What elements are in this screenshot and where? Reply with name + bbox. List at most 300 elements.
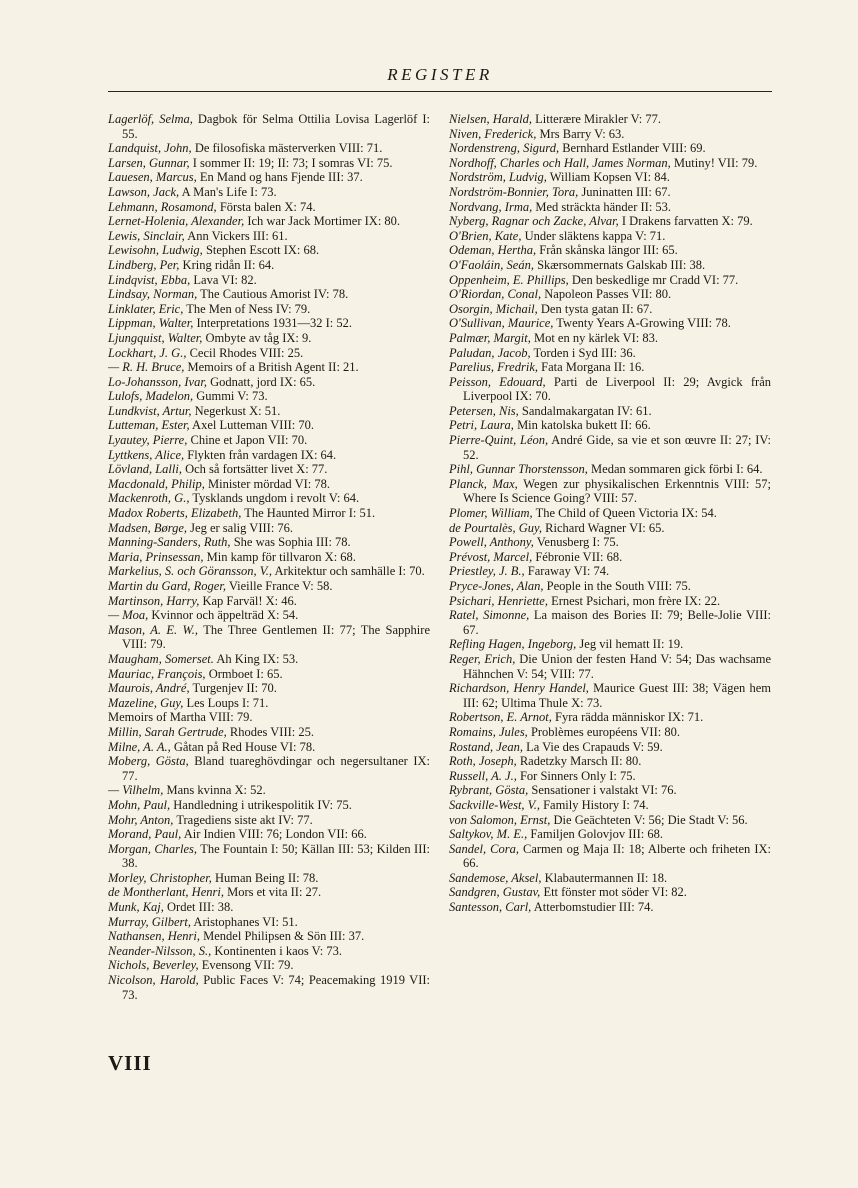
entry-works: Kvinnor och äppelträd X: 54.: [151, 608, 299, 623]
entry-author: Lockhart, J. G.,: [108, 345, 187, 360]
entry-author: Lehmann, Rosamond,: [108, 199, 217, 214]
entry-author: Psichari, Henriette,: [449, 593, 548, 608]
page-number: VIII: [108, 1051, 152, 1075]
register-entry: [108, 710, 430, 725]
register-entry: [108, 462, 430, 477]
register-entry: [108, 331, 430, 346]
entry-works: Family History I: 74.: [543, 797, 649, 812]
entry-works: Turgenjev II: 70.: [192, 681, 277, 696]
register-entry: [449, 477, 771, 506]
entry-author: Plomer, William,: [449, 506, 533, 521]
register-entry: [108, 214, 430, 229]
entry-author: Nordström, Ludvig,: [449, 170, 547, 185]
register-entry: [108, 929, 430, 944]
register-entry: [108, 521, 430, 536]
entry-works: Maurice Guest III: 38; Vägen hem III: 62; Ultima Thule X: 73.: [463, 681, 771, 710]
register-entry: [108, 564, 430, 579]
register-entry: [449, 798, 771, 813]
register-entry: [108, 258, 430, 273]
entry-author: Lyttkens, Alice,: [108, 447, 185, 462]
entry-author: Lo-Johansson, Ivar,: [108, 374, 207, 389]
entry-author: Nyberg, Ragnar och Zacke, Alvar,: [449, 214, 619, 229]
entry-author: Nathansen, Henri,: [108, 929, 201, 944]
entry-works: Jeg vil hematt II: 19.: [579, 637, 684, 652]
register-entry: [449, 594, 771, 609]
register-entry: [108, 681, 430, 696]
entry-author: Sackville-West, V.,: [449, 797, 540, 812]
entry-works: Problèmes européens VII: 80.: [530, 724, 680, 739]
register-entry: [108, 958, 430, 973]
entry-author: Macdonald, Philip,: [108, 476, 205, 491]
entry-works: Gåtan på Red House VI: 78.: [173, 739, 316, 754]
entry-works: The Cautious Amorist IV: 78.: [200, 287, 349, 302]
entry-author: Nielsen, Harald,: [449, 112, 532, 126]
entry-author: de Montherlant, Henri,: [108, 885, 224, 900]
entry-author: Lutteman, Ester,: [108, 418, 190, 433]
register-entry: [108, 491, 430, 506]
entry-works: Mans kvinna X: 52.: [166, 783, 266, 798]
register-entry: [108, 418, 430, 433]
entry-works: Cecil Rhodes VIII: 25.: [189, 345, 304, 360]
register-entry: [449, 170, 771, 185]
entry-author: Maugham, Somerset.: [108, 651, 214, 666]
entry-works: Die Geächteten V: 56; Die Stadt V: 56.: [553, 812, 748, 827]
entry-works: Sandalmakargatan IV: 61.: [521, 403, 652, 418]
entry-author: Madsen, Børge,: [108, 520, 188, 535]
entry-works: For Sinners Only I: 75.: [519, 768, 636, 783]
entry-works: Och så fortsätter livet X: 77.: [185, 462, 328, 477]
entry-works: Min katolska bukett II: 66.: [517, 418, 651, 433]
entry-author: Milne, A. A.,: [108, 739, 171, 754]
entry-author: Sandel, Cora,: [449, 841, 519, 856]
entry-works: Ann Vickers III: 61.: [187, 228, 288, 243]
entry-works: Les Loups I: 71.: [186, 695, 269, 710]
entry-works: Negerkust X: 51.: [194, 403, 281, 418]
entry-author: Mohr, Anton,: [108, 812, 174, 827]
entry-works: Klabautermannen II: 18.: [544, 870, 668, 885]
entry-author: Lernet-Holenia, Alexander,: [108, 214, 245, 229]
entry-works: Venusberg I: 75.: [536, 535, 619, 550]
entry-works: Flykten från vardagen IX: 64.: [187, 447, 337, 462]
register-entry: [449, 346, 771, 361]
entry-works: Die Union der festen Hand V: 54; Das wachsame Hähnchen V: 54; VIII: 77.: [463, 651, 772, 681]
entry-author: Markelius, S. och Göransson, V.,: [108, 564, 273, 579]
entry-works: The Child of Queen Victoria IX: 54.: [535, 506, 717, 521]
entry-author: Lindsay, Norman,: [108, 287, 198, 302]
right-column: [449, 112, 771, 915]
register-entry: [108, 944, 430, 959]
entry-works: En Mand og hans Fjende III: 37.: [199, 170, 363, 185]
entry-author: Pierre-Quint, Léon,: [449, 433, 549, 448]
entry-works: Handledning i utrikespolitik IV: 75.: [173, 797, 352, 812]
entry-author: Lauesen, Marcus,: [108, 170, 197, 185]
register-entry: [108, 608, 430, 623]
entry-author: Robertson, E. Arnot,: [449, 710, 552, 725]
register-entry: [449, 214, 771, 229]
register-entry: [108, 798, 430, 813]
register-entry: [449, 287, 771, 302]
register-entry: [108, 535, 430, 550]
entry-works: The Three Gentlemen II: 77; The Sapphire VIII: 79.: [122, 622, 430, 652]
register-entry: [108, 667, 430, 682]
entry-author: Murray, Gilbert,: [108, 914, 191, 929]
register-entry: [449, 462, 771, 477]
entry-works: Human Being II: 78.: [214, 870, 319, 885]
entry-works: Evensong VII: 79.: [201, 958, 294, 973]
entry-works: Fyra räddа människor IX: 71.: [555, 710, 704, 725]
register-entry: [108, 506, 430, 521]
entry-works: Min kamp för tillvaron X: 68.: [206, 549, 356, 564]
entry-author: Martin du Gard, Roger,: [108, 579, 226, 593]
entry-works: Skærsommernats Galskab III: 38.: [537, 257, 706, 272]
entry-works: Parti de Liverpool II: 29; Avgick från Liverpool IX: 70.: [463, 374, 772, 404]
register-entry: [108, 360, 430, 375]
entry-works: Ett fönster mot söder VI: 82.: [543, 885, 687, 900]
register-entry: [449, 637, 771, 652]
register-entry: [449, 200, 771, 215]
entry-works: Mot en ny kärlek VI: 83.: [533, 330, 659, 345]
entry-works: Ernest Psichari, mon frère IX: 22.: [551, 593, 721, 608]
entry-works: Tragediens siste akt IV: 77.: [176, 812, 313, 827]
entry-works: Ich war Jack Mortimer IX: 80.: [247, 214, 401, 229]
entry-author: Maurois, André,: [108, 681, 190, 696]
register-entry: [449, 579, 771, 594]
register-entry: [449, 813, 771, 828]
register-entry: [108, 550, 430, 565]
register-entry: [108, 200, 430, 215]
entry-author: — Moa,: [108, 608, 149, 623]
entry-works: Public Faces V: 74; Peacemaking 1919 VII: 73.: [122, 973, 430, 1002]
entry-works: De filosofiska mästerverken VIII: 71.: [194, 141, 383, 156]
entry-works: Under släktens kappa V: 71.: [524, 228, 666, 243]
register-entry: [108, 594, 430, 609]
entry-author: Lawson, Jack,: [108, 184, 180, 199]
register-entry: [449, 185, 771, 200]
entry-works: Vieille France V: 58.: [228, 579, 333, 593]
entry-author: O'Riordan, Conal,: [449, 287, 542, 302]
entry-author: Mazeline, Guy,: [108, 695, 184, 710]
register-entry: [108, 783, 430, 798]
register-entry: [108, 112, 430, 141]
entry-author: Millin, Sarah Gertrude,: [108, 724, 227, 739]
entry-works: Kap Farväl! X: 46.: [202, 593, 297, 608]
register-entry: [108, 871, 430, 886]
entry-author: Parelius, Fredrik,: [449, 360, 538, 375]
entry-works: La maison des Bories II: 79; Belle-Jolie VIII: 67.: [463, 608, 771, 637]
entry-works: Ordet III: 38.: [167, 900, 234, 915]
entry-author: Osorgin, Michail,: [449, 301, 538, 316]
entry-author: Landquist, John,: [108, 141, 192, 156]
entry-author: Lippman, Walter,: [108, 316, 194, 331]
entry-works: Wegen zur physikalischen Erkenntnis VIII: 57; Where Is Science Going? VIII: 57.: [463, 476, 771, 506]
entry-works: Faraway VI: 74.: [527, 564, 610, 579]
register-entry: [108, 885, 430, 900]
register-entry: [449, 725, 771, 740]
entry-author: Pryce-Jones, Alan,: [449, 579, 544, 593]
entry-author: Maria, Prinsessan,: [108, 549, 204, 564]
entry-author: Lindqvist, Ebba,: [108, 272, 191, 287]
register-entry: [449, 827, 771, 842]
entry-works: Den tysta gatan II: 67.: [540, 301, 653, 316]
register-entry: [449, 243, 771, 258]
page-header: [108, 64, 772, 92]
entry-author: Priestley, J. B.,: [449, 564, 525, 579]
entry-works: I sommer II: 19; II: 73; I somras VI: 75.: [192, 155, 393, 170]
entry-works: Interpretations 1931—32 I: 52.: [196, 316, 352, 331]
entry-works: Första balen X: 74.: [219, 199, 316, 214]
entry-works: Mutiny! VII: 79.: [673, 155, 758, 170]
entry-works: I Drakens farvatten X: 79.: [621, 214, 753, 229]
entry-works: Med sträckta händer II: 53.: [535, 199, 672, 214]
entry-author: Pihl, Gunnar Thorstensson,: [449, 462, 588, 477]
entry-author: Morand, Paul,: [108, 827, 182, 842]
register-entry: [108, 170, 430, 185]
entry-author: Lövland, Lalli,: [108, 462, 182, 477]
entry-author: Petersen, Nis,: [449, 403, 519, 418]
entry-works: Mrs Barry V: 63.: [539, 126, 625, 141]
entry-works: Från skånska längor III: 65.: [539, 243, 678, 258]
entry-author: Refling Hagen, Ingeborg,: [449, 637, 577, 652]
entry-author: Sandemose, Aksel,: [449, 870, 542, 885]
entry-works: Lava VI: 82.: [193, 272, 257, 287]
entry-author: Lundkvist, Artur,: [108, 403, 192, 418]
entry-works: She was Sophia III: 78.: [233, 535, 351, 550]
entry-works: Bernhard Estlander VIII: 69.: [562, 141, 706, 156]
register-entry: [449, 754, 771, 769]
register-entry: [449, 331, 771, 346]
entry-author: Mauriac, François,: [108, 666, 206, 681]
entry-author: Santesson, Carl,: [449, 900, 532, 915]
entry-works: The Men of Ness IV: 79.: [186, 301, 311, 316]
entry-author: Munk, Kaj,: [108, 900, 164, 915]
register-entry: [449, 112, 771, 127]
entry-author: Lulofs, Madelon,: [108, 389, 194, 404]
entry-author: Lewisohn, Ludwig,: [108, 243, 203, 258]
register-entry: [108, 477, 430, 492]
entry-author: Sandgren, Gustav,: [449, 885, 541, 900]
entry-works: Memoirs of a British Agent II: 21.: [187, 360, 359, 375]
register-entry: [108, 813, 430, 828]
register-entry: [108, 740, 430, 755]
entry-author: Niven, Frederick,: [449, 126, 537, 141]
register-entry: [449, 418, 771, 433]
entry-works: Tysklands ungdom i revolt V: 64.: [192, 491, 360, 506]
entry-works: A Man's Life I: 73.: [181, 184, 277, 199]
entry-works: Familjen Golovjov III: 68.: [530, 827, 663, 842]
entry-works: Den beskedlige mr Cradd VI: 77.: [571, 272, 739, 287]
entry-author: Neander-Nilsson, S.,: [108, 943, 212, 958]
entry-author: Madox Roberts, Elizabeth,: [108, 506, 242, 521]
register-entry: [108, 433, 430, 448]
register-entry: [108, 375, 430, 390]
entry-works: Chine et Japon VII: 70.: [190, 433, 308, 448]
register-entry: [108, 623, 430, 652]
entry-works: Kontinenten i kaos V: 73.: [214, 943, 343, 958]
register-entry: [108, 302, 430, 317]
entry-works: Radetzky Marsch II: 80.: [519, 754, 642, 769]
entry-author: Martinson, Harry,: [108, 593, 200, 608]
entry-works: Mendel Philipsen & Sön III: 37.: [203, 929, 365, 944]
entry-author: Moberg, Gösta,: [108, 754, 189, 769]
register-entry: [449, 535, 771, 550]
entry-author: de Pourtalès, Guy,: [449, 520, 543, 535]
entry-author: Reger, Erich,: [449, 651, 516, 666]
left-column: [108, 112, 430, 1002]
entry-works: Napoleon Passes VII: 80.: [544, 287, 672, 302]
register-entry: [108, 652, 430, 667]
entry-works: Aristophanes VI: 51.: [193, 914, 298, 929]
entry-works: La Vie des Crapauds V: 59.: [526, 739, 663, 754]
entry-works: Juninatten III: 67.: [581, 184, 671, 199]
entry-author: — Vilhelm,: [108, 783, 164, 798]
entry-author: Lindberg, Per,: [108, 257, 180, 272]
entry-author: Nordhoff, Charles och Hall, James Norman,: [449, 155, 671, 170]
entry-author: Lagerlöf, Selma,: [108, 112, 193, 126]
register-entry: [108, 915, 430, 930]
entry-works: Ormboet I: 65.: [208, 666, 283, 681]
register-entry: [449, 506, 771, 521]
register-entry: [108, 243, 430, 258]
entry-author: Nicolson, Harold,: [108, 973, 199, 988]
entry-author: Mackenroth, G.,: [108, 491, 190, 506]
entry-works: Kring ridån II: 64.: [182, 257, 275, 272]
entry-works: Bland tuareghövdingar och negersultaner IX: 77.: [122, 754, 430, 783]
register-entry: [449, 871, 771, 886]
entry-works: People in the South VIII: 75.: [546, 579, 691, 593]
entry-author: Lewis, Sinclair,: [108, 228, 185, 243]
register-entry: [108, 141, 430, 156]
register-entry: [449, 783, 771, 798]
entry-works: Ombyte av tåg IX: 9.: [205, 330, 312, 345]
register-entry: [108, 448, 430, 463]
register-entry: [449, 375, 771, 404]
entry-works: Minister mördad VI: 78.: [208, 476, 330, 491]
entry-author: O'Brien, Kate,: [449, 228, 522, 243]
entry-author: Ljungquist, Walter,: [108, 330, 203, 345]
register-entry: [449, 360, 771, 375]
entry-author: Powell, Anthony,: [449, 535, 534, 550]
register-entry: [449, 127, 771, 142]
entry-author: Nordvang, Irma,: [449, 199, 533, 214]
entry-author: Prévost, Marcel,: [449, 549, 533, 564]
register-entry: [108, 185, 430, 200]
entry-works: Richard Wagner VI: 65.: [545, 520, 665, 535]
entry-works: Air Indien VIII: 76; London VII: 66.: [183, 827, 367, 842]
entry-works: Carmen og Maja II: 18; Alberte och friheten IX: 66.: [463, 841, 771, 871]
register-entry: [108, 287, 430, 302]
entry-author: Mason, A. E. W.,: [108, 622, 199, 637]
entry-works: Dagbok för Selma Ottilia Lovisa Lagerlöf I: 55.: [122, 112, 430, 141]
entry-works: Gummi V: 73.: [196, 389, 268, 404]
register-entry: [108, 900, 430, 915]
entry-author: Rybrant, Gösta,: [449, 783, 529, 798]
register-entry: [449, 273, 771, 288]
entry-author: Russell, A. J.,: [449, 768, 517, 783]
entry-works: William Kopsen VI: 84.: [549, 170, 670, 185]
register-entry: [108, 316, 430, 331]
entry-author: Paludan, Jacob,: [449, 345, 531, 360]
register-entry: [108, 754, 430, 783]
entry-works: Mors et vita II: 27.: [227, 885, 322, 900]
entry-works: The Fountain I: 50; Källan III: 53; Kilden III: 38.: [122, 841, 431, 871]
entry-works: Arkitektur och samhälle I: 70.: [274, 564, 425, 579]
register-entry: [108, 696, 430, 711]
entry-author: Mohn, Paul,: [108, 797, 171, 812]
entry-works: The Haunted Mirror I: 51.: [244, 506, 376, 521]
entry-works: Litterære Mirakler V: 77.: [535, 112, 662, 126]
register-entry: [108, 827, 430, 842]
entry-works: Godnatt, jord IX: 65.: [210, 374, 316, 389]
register-entry: [449, 404, 771, 419]
register-entry: [108, 156, 430, 171]
register-entry: [108, 229, 430, 244]
entry-author: O'Sullivan, Maurice,: [449, 316, 554, 331]
entry-author: Odeman, Hertha,: [449, 243, 537, 258]
register-entry: [108, 346, 430, 361]
register-entry: [449, 740, 771, 755]
register-entry: [108, 973, 430, 1002]
register-entry: [449, 141, 771, 156]
entry-author: Rostand, Jean,: [449, 739, 523, 754]
register-entry: [449, 521, 771, 536]
entry-author: Manning-Sanders, Ruth,: [108, 535, 231, 550]
entry-author: Oppenheim, E. Phillips,: [449, 272, 569, 287]
entry-author: Peisson, Edouard,: [449, 374, 546, 389]
register-entry: [449, 550, 771, 565]
entry-works: Ah King IX: 53.: [216, 651, 299, 666]
entry-author: — R. H. Bruce,: [108, 360, 185, 375]
entry-author: Larsen, Gunnar,: [108, 155, 190, 170]
entry-author: Petri, Laura,: [449, 418, 514, 433]
entry-works: Twenty Years A-Growing VIII: 78.: [556, 316, 731, 331]
entry-author: O'Faoláin, Seán,: [449, 257, 534, 272]
entry-works: Fata Morgana II: 16.: [541, 360, 645, 375]
register-entry: [449, 316, 771, 331]
register-entry: [449, 564, 771, 579]
register-entry: [449, 302, 771, 317]
register-entry: [108, 579, 430, 594]
register-entry: [449, 681, 771, 710]
register-entry: [108, 725, 430, 740]
entry-author: Palmær, Margit,: [449, 330, 531, 345]
entry-works: Torden i Syd III: 36.: [533, 345, 636, 360]
entry-author: Roth, Joseph,: [449, 754, 517, 769]
entry-author: Ratel, Simonne,: [449, 608, 530, 623]
entry-author: Nordström-Bonnier, Tora,: [449, 184, 579, 199]
entry-works: Rhodes VIII: 25.: [229, 724, 315, 739]
register-entry: [108, 404, 430, 419]
register-entry: [449, 433, 771, 462]
entry-works: Atterbomstudier III: 74.: [533, 900, 654, 915]
entry-works: Axel Lutteman VIII: 70.: [192, 418, 315, 433]
register-entry: [108, 389, 430, 404]
entry-works: Stephen Escott IX: 68.: [205, 243, 320, 258]
entry-author: von Salomon, Ernst,: [449, 812, 551, 827]
entry-works: André Gide, sa vie et son œuvre II: 27; IV: 52.: [463, 433, 772, 462]
entry-author: Lyautey, Pierre,: [108, 433, 188, 448]
entry-author: Morley, Christopher,: [108, 870, 212, 885]
entry-author: Morgan, Charles,: [108, 841, 198, 856]
register-entry: [108, 842, 430, 871]
entry-author: Linklater, Eric,: [108, 301, 184, 316]
register-entry: [449, 885, 771, 900]
register-entry: [449, 229, 771, 244]
entry-author: Saltykov, M. E.,: [449, 827, 528, 842]
entry-works: Memoirs of Martha VIII: 79.: [108, 710, 253, 725]
entry-author: Nordenstreng, Sigurd,: [449, 141, 560, 156]
register-entry: [449, 608, 771, 637]
entry-works: Medan sommaren gick förbi I: 64.: [591, 462, 763, 477]
